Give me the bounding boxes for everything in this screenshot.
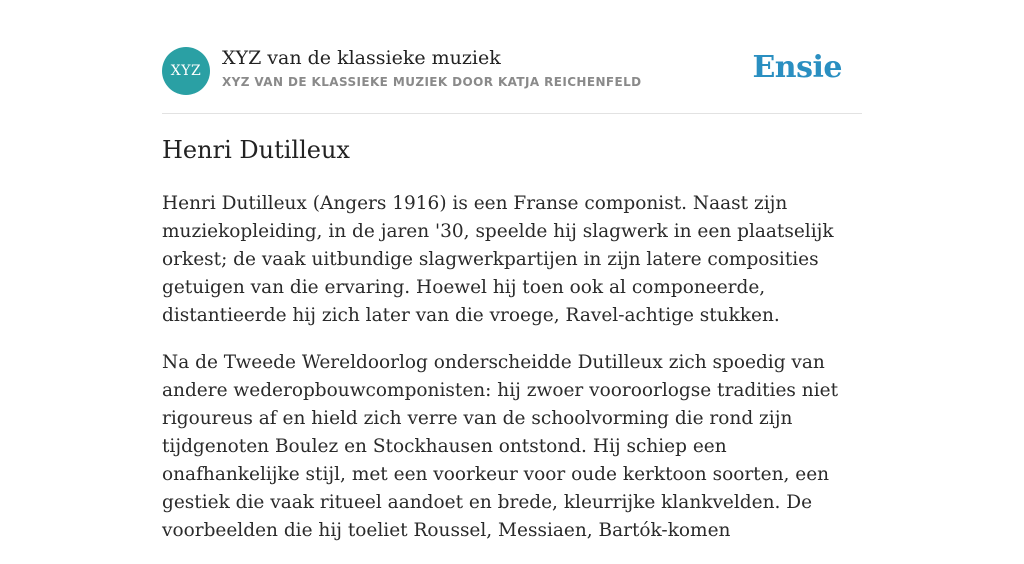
article-body (162, 190, 864, 564)
ensie-logo-link[interactable]: Ensie (752, 50, 842, 85)
header-divider (162, 113, 862, 114)
blog-header (162, 46, 862, 96)
blog-avatar[interactable]: XYZ (162, 47, 210, 95)
blog-title[interactable]: XYZ van de klassieke muziek (222, 47, 501, 69)
article-title: Henri Dutilleux (162, 136, 350, 164)
article-paragraph: Na de Tweede Wereldoorlog onderscheidde Dutilleux zich spoedig van andere wederopbouwcomponisten: hij zwoer vooroorlogse tradities niet rigoureus af en hield zich verre van de schoolvorming die rond zijn tijdgenoten Boulez en Stockhausen ontstond. Hij schiep een onafhankelijke stijl, met een voorkeur voor oude kerktoon soorten, een gestiek die vaak ritueel aandoet en brede, kleurrijke klankvelden. De voorbeelden die hij toeliet Roussel, Messiaen, Bartók-komen (162, 352, 838, 541)
blog-subtitle: XYZ VAN DE KLASSIEKE MUZIEK DOOR KATJA REICHENFELD (222, 75, 642, 89)
article-paragraph: Henri Dutilleux (Angers 1916) is een Franse componist. Naast zijn muziekopleiding, in de jaren '30, speelde hij slagwerk in een plaatselijk orkest; de vaak uitbundige slagwerkpartijen in zijn latere composities getuigen van die ervaring. Hoewel hij toen ook al componeerde, distantieerde hij zich later van die vroege, Ravel-achtige stukken. (162, 193, 834, 326)
